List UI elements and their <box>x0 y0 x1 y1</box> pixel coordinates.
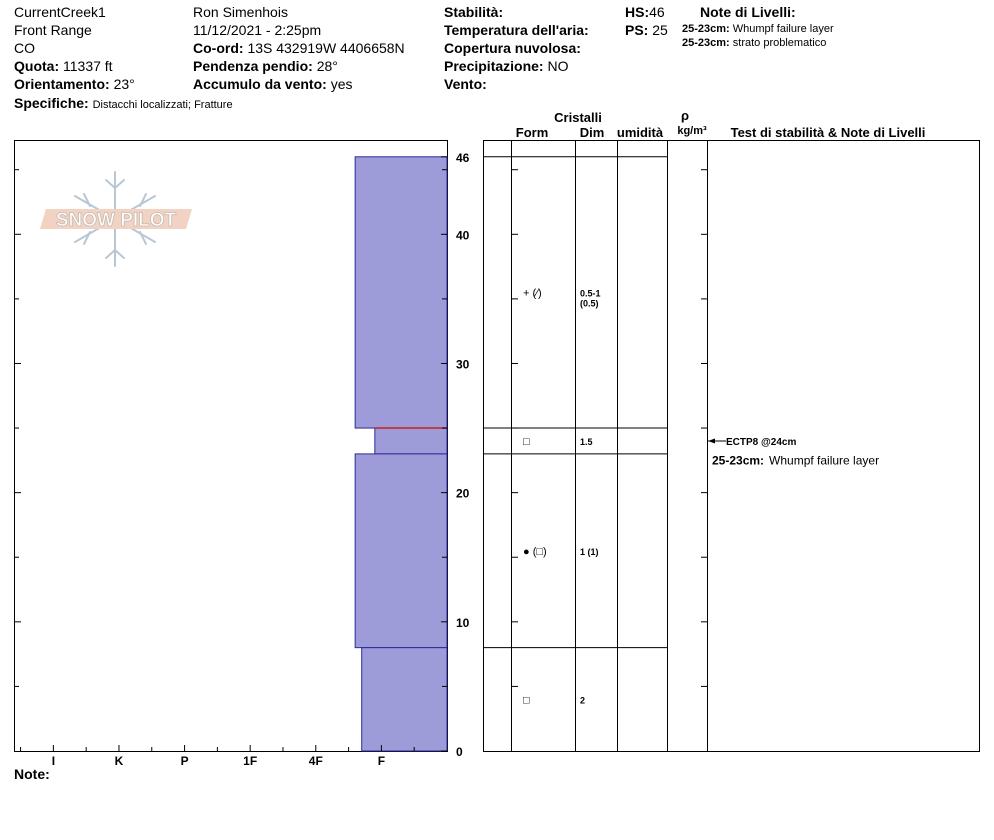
hardness-bar-1 <box>375 428 447 454</box>
crystal-size-secondary: (0.5) <box>580 298 599 309</box>
snowpilot-logo <box>40 172 192 266</box>
layer-notes-title: Note di Livelli: <box>700 4 796 20</box>
hs-label: HS: <box>625 4 650 20</box>
layer-note-text: strato problematico <box>732 37 827 49</box>
slope-label: Pendenza pendio: <box>193 58 313 74</box>
coord-label: Co-ord: <box>193 40 244 56</box>
stability-tests-header: Test di stabilità & Note di Livelli <box>730 125 926 140</box>
hardness-bar-2 <box>355 454 447 648</box>
location: CurrentCreek1 <box>14 4 106 20</box>
aspect-label: Orientamento: <box>14 76 110 92</box>
depth-tick-label: 20 <box>456 486 470 501</box>
precip-label: Precipitazione: <box>444 58 544 74</box>
hardness-bar-0 <box>355 157 447 428</box>
stability-label: Stabilità: <box>444 4 504 20</box>
air-temp-label: Temperatura dell'aria: <box>444 22 589 38</box>
range: Front Range <box>14 22 92 38</box>
datetime: 11/12/2021 - 2:25pm <box>193 22 322 38</box>
crystal-form: □ <box>523 435 530 448</box>
layer-note-depth: 25-23cm: <box>712 453 765 468</box>
wind-label: Vento: <box>444 76 487 92</box>
hardness-tick-label: K <box>114 754 124 768</box>
coord-value: 13S 432919W 4406658N <box>247 40 405 56</box>
depth-tick-label: 46 <box>456 150 470 165</box>
slope-value: 28° <box>316 58 338 74</box>
elevation-label: Quota: <box>14 58 60 74</box>
logo-text: SNOW PILOT <box>55 210 177 231</box>
ps-label: PS: <box>625 22 649 38</box>
crystal-form: □ <box>523 694 530 707</box>
crystal-size: 1.5 <box>580 436 593 447</box>
crystal-form: + (∕) <box>523 287 542 300</box>
precip-value: NO <box>547 58 569 74</box>
layer-note-text: Whumpf failure layer <box>732 23 834 35</box>
depth-tick-label: 30 <box>456 357 470 372</box>
hardness-tick-label: 1F <box>243 754 258 768</box>
layer-note-depth: 25-23cm: <box>682 37 730 49</box>
density-unit-header: kg/m³ <box>677 125 707 137</box>
depth-tick-label: 10 <box>456 615 470 630</box>
crystal-form: ● (□) <box>523 545 547 558</box>
hardness-bars <box>355 157 447 751</box>
depth-tick-label: 0 <box>456 745 463 759</box>
elevation-value: 11337 ft <box>63 58 113 74</box>
layer-note-depth: 25-23cm: <box>682 23 730 35</box>
hardness-tick-label: I <box>51 754 56 768</box>
crystal-size: 1 (1) <box>580 546 599 557</box>
hardness-tick-label: P <box>180 754 189 768</box>
hardness-tick-label: F <box>377 754 386 768</box>
hardness-tick-label: 4F <box>308 754 323 768</box>
note-label: Note: <box>14 766 50 782</box>
crystal-size: 2 <box>580 695 586 706</box>
form-header: Form <box>515 125 549 140</box>
stability-test <box>708 437 796 448</box>
ps-value: 25 <box>652 22 668 38</box>
hardness-bar-3 <box>362 648 447 751</box>
rho-header: ρ <box>680 108 690 123</box>
cloud-label: Copertura nuvolosa: <box>444 40 581 56</box>
observer: Ron Simenhois <box>193 4 288 20</box>
state: CO <box>14 40 35 56</box>
layer-note-text: Whumpf failure layer <box>769 453 880 468</box>
crystal-rows <box>523 287 601 706</box>
depth-tick-label: 40 <box>456 228 470 243</box>
moisture-header: umidità <box>616 125 664 140</box>
stability-test-label: ECTP8 @24cm <box>726 436 797 448</box>
specifics-value: Distacchi localizzati; Fratture <box>92 99 233 111</box>
wind-loading-label: Accumulo da vento: <box>193 76 327 92</box>
aspect-value: 23° <box>113 76 135 92</box>
layer-note-annotation <box>712 453 879 467</box>
specifics-label: Specifiche: <box>14 95 89 111</box>
crystal-size: 0.5-1 <box>580 288 601 299</box>
crystals-header: Cristalli <box>554 110 602 125</box>
wind-loading-value: yes <box>330 76 353 92</box>
dim-header: Dim <box>579 125 605 140</box>
hardness-axis <box>21 745 415 768</box>
hs-value: 46 <box>649 4 665 20</box>
